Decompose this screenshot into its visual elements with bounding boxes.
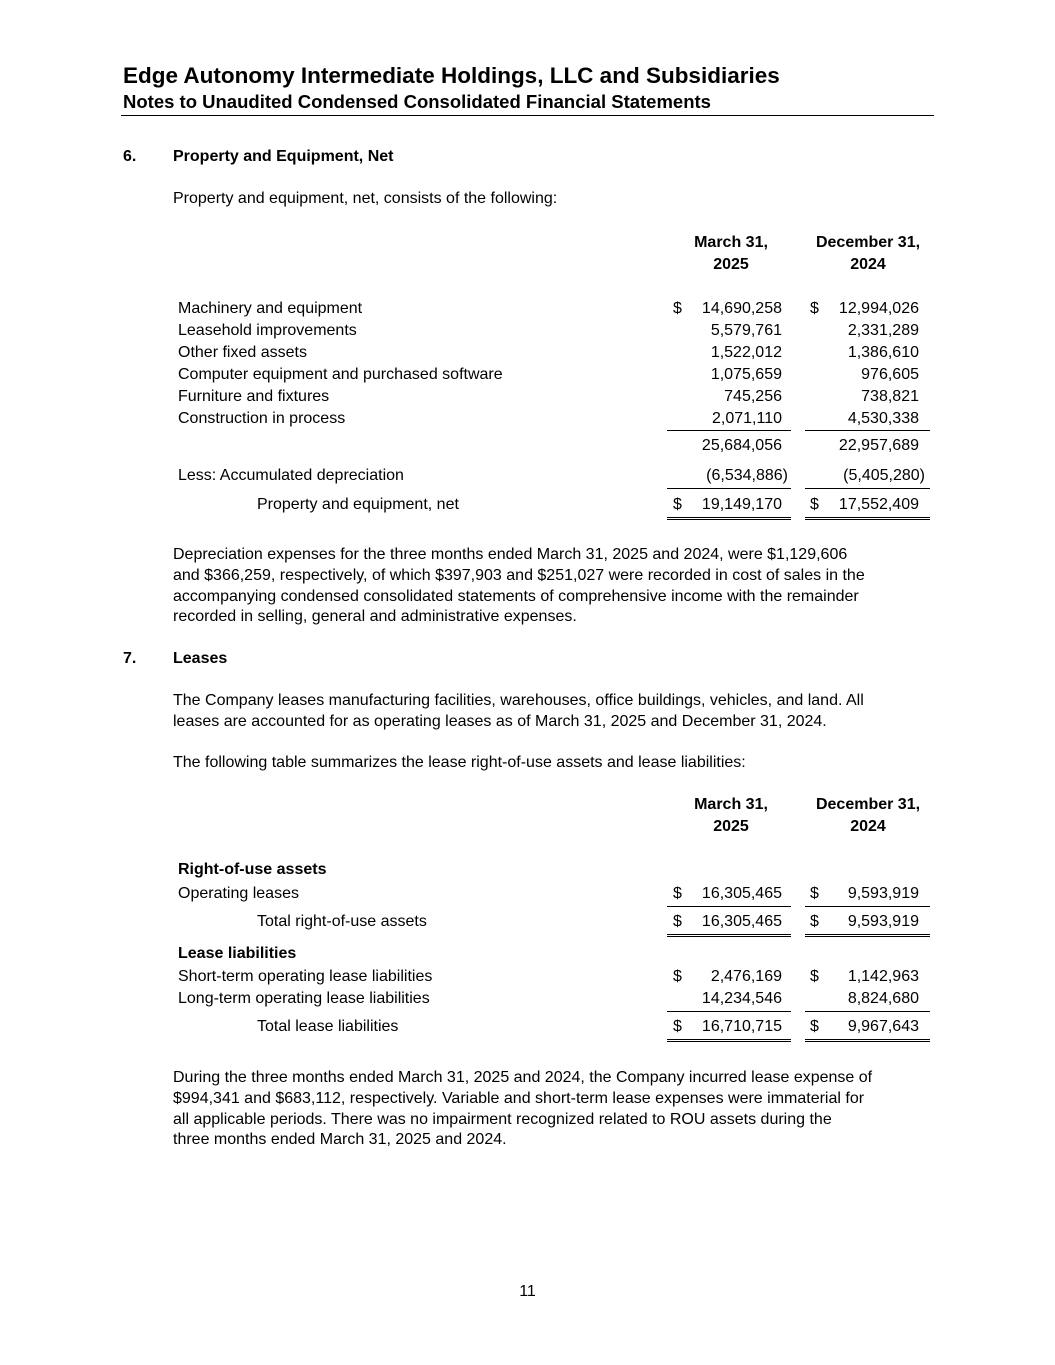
section-6-intro-text: Property and equipment, net, consists of the following: <box>173 190 558 207</box>
ppe-net-2024: 17,552,409 <box>838 496 919 513</box>
note-line: $994,341 and $683,112, respectively. Variable and short-term lease expenses were immaterial for <box>173 1089 865 1107</box>
note-line: all applicable periods. There was no impairment recognized related to ROU assets during the <box>173 1110 832 1128</box>
ppe-subtotal-row <box>0 435 1055 457</box>
ppe-col-header-2024-line1: December 31, <box>815 234 921 251</box>
currency-symbol: $ <box>673 968 682 985</box>
ppe-depreciation-label: Less: Accumulated depreciation <box>178 467 404 484</box>
note-line: During the three months ended March 31, 2025 and 2024, the Company incurred lease expense of <box>173 1069 873 1086</box>
total-rule <box>667 906 791 907</box>
total-liab-2024: 9,967,643 <box>847 1018 919 1035</box>
lease-col-header-2025-line1: March 31, <box>694 796 768 813</box>
currency-symbol: $ <box>673 496 682 513</box>
ppe-subtotal-2025: 25,684,056 <box>701 437 782 454</box>
ppe-row <box>0 386 1055 408</box>
grand-total-double-rule <box>805 1039 930 1042</box>
long-term-label: Long-term operating lease liabilities <box>178 990 430 1007</box>
ppe-row-label: Other fixed assets <box>178 344 307 361</box>
currency-symbol: $ <box>810 1018 819 1035</box>
grand-total-double-rule <box>805 934 930 937</box>
currency-symbol: $ <box>673 1018 682 1035</box>
ppe-value-2025: 745,256 <box>724 388 782 405</box>
ppe-row <box>0 364 1055 386</box>
operating-leases-label: Operating leases <box>178 885 299 902</box>
grand-total-double-rule <box>805 517 930 520</box>
short-term-row <box>0 966 1055 988</box>
company-title: Edge Autonomy Intermediate Holdings, LLC and Subsidiaries <box>123 63 780 88</box>
ppe-row-label: Leasehold improvements <box>178 322 357 339</box>
total-rule <box>667 1011 791 1012</box>
header-divider <box>121 115 934 116</box>
long-term-row <box>0 988 1055 1010</box>
section-7-number: 7. <box>123 650 137 667</box>
currency-symbol: $ <box>810 913 819 930</box>
ppe-row <box>0 342 1055 364</box>
ppe-depreciation-2024: (5,405,280) <box>843 467 925 484</box>
section-7-title: Leases <box>173 650 228 667</box>
subtotal-rule <box>805 430 930 431</box>
para-line: The following table summarizes the lease right-of-use assets and lease liabilities: <box>173 754 746 771</box>
currency-symbol: $ <box>673 300 682 317</box>
note-line: Depreciation expenses for the three months ended March 31, 2025 and 2024, were $1,129,606 <box>173 546 848 563</box>
total-liab-label: Total lease liabilities <box>257 1018 399 1035</box>
ppe-value-2025: 1,075,659 <box>710 366 782 383</box>
total-liab-row <box>0 1016 1055 1038</box>
ppe-value-2024: 2,331,289 <box>847 322 919 339</box>
ppe-col-header-2025 <box>668 232 794 276</box>
note-line: recorded in selling, general and administrative expenses. <box>173 608 577 626</box>
ppe-row <box>0 320 1055 342</box>
currency-symbol: $ <box>810 885 819 902</box>
lease-col-header-2024-line2: 2024 <box>850 818 886 835</box>
operating-leases-2024: 9,593,919 <box>847 885 919 902</box>
section-6-title: Property and Equipment, Net <box>173 148 394 165</box>
ppe-net-2025: 19,149,170 <box>701 496 782 513</box>
note-line: three months ended March 31, 2025 and 2024. <box>173 1131 507 1149</box>
ppe-value-2025: 1,522,012 <box>710 344 782 361</box>
ppe-value-2024: 4,530,338 <box>847 410 919 427</box>
ppe-depreciation-2025: (6,534,886) <box>706 467 788 484</box>
ppe-value-2024: 976,605 <box>861 366 919 383</box>
total-rou-label: Total right-of-use assets <box>257 913 427 930</box>
document-subtitle: Notes to Unaudited Condensed Consolidated Financial Statements <box>123 91 711 112</box>
ppe-row-label: Computer equipment and purchased software <box>178 366 503 383</box>
para-line: The Company leases manufacturing facilities, warehouses, office buildings, vehicles, and land. All <box>173 692 864 709</box>
ppe-row <box>0 408 1055 430</box>
total-rule <box>667 488 791 489</box>
lease-col-header-2025 <box>668 794 794 838</box>
ppe-value-2025: 5,579,761 <box>710 322 782 339</box>
total-rule <box>805 906 930 907</box>
currency-symbol: $ <box>673 885 682 902</box>
page-number: 11 <box>519 1283 536 1300</box>
rou-heading: Right-of-use assets <box>178 861 327 878</box>
total-rule <box>805 488 930 489</box>
depreciation-note <box>173 545 943 628</box>
currency-symbol: $ <box>810 300 819 317</box>
leases-intro <box>173 691 943 733</box>
currency-symbol: $ <box>673 913 682 930</box>
short-term-2025: 2,476,169 <box>710 968 782 985</box>
liab-heading: Lease liabilities <box>178 945 297 962</box>
ppe-subtotal-2024: 22,957,689 <box>838 437 919 454</box>
grand-total-double-rule <box>667 934 791 937</box>
ppe-net-label: Property and equipment, net <box>257 496 459 513</box>
grand-total-double-rule <box>667 517 791 520</box>
note-line: and $366,259, respectively, of which $397,903 and $251,027 were recorded in cost of sales in the <box>173 566 865 584</box>
short-term-label: Short-term operating lease liabilities <box>178 968 433 985</box>
ppe-depreciation-row <box>0 465 1055 487</box>
ppe-value-2025: 14,690,258 <box>701 300 782 317</box>
lease-col-header-2025-line2: 2025 <box>713 818 749 835</box>
operating-leases-row <box>0 883 1055 905</box>
rou-heading-row <box>0 859 1055 881</box>
leases-table-intro <box>173 753 943 774</box>
lease-col-header-2024-line1: December 31, <box>815 796 921 813</box>
ppe-value-2024: 738,821 <box>861 388 919 405</box>
note-line: accompanying condensed consolidated statements of comprehensive income with the remainder <box>173 587 859 605</box>
ppe-value-2024: 12,994,026 <box>838 300 919 317</box>
long-term-2024: 8,824,680 <box>847 990 919 1007</box>
section-6-number: 6. <box>123 148 137 165</box>
long-term-2025: 14,234,546 <box>701 990 782 1007</box>
ppe-row-label: Machinery and equipment <box>178 300 363 317</box>
ppe-row-label: Construction in process <box>178 410 346 427</box>
ppe-col-header-2025-line2: 2025 <box>713 256 749 273</box>
ppe-col-header-2024 <box>800 232 936 276</box>
total-rou-row <box>0 911 1055 933</box>
currency-symbol: $ <box>810 496 819 513</box>
total-rou-2024: 9,593,919 <box>847 913 919 930</box>
total-rou-2025: 16,305,465 <box>701 913 782 930</box>
total-liab-2025: 16,710,715 <box>701 1018 782 1035</box>
liab-heading-row <box>0 943 1055 965</box>
section-6-intro <box>173 189 943 210</box>
ppe-col-header-2024-line2: 2024 <box>850 256 886 273</box>
grand-total-double-rule <box>667 1039 791 1042</box>
lease-col-header-2024 <box>800 794 936 838</box>
ppe-net-row <box>0 494 1055 516</box>
operating-leases-2025: 16,305,465 <box>701 885 782 902</box>
subtotal-rule <box>667 430 791 431</box>
lease-expense-note <box>173 1068 943 1151</box>
ppe-value-2024: 1,386,610 <box>847 344 919 361</box>
ppe-row <box>0 298 1055 320</box>
short-term-2024: 1,142,963 <box>847 968 919 985</box>
total-rule <box>805 1011 930 1012</box>
currency-symbol: $ <box>810 968 819 985</box>
ppe-col-header-2025-line1: March 31, <box>694 234 768 251</box>
para-line: leases are accounted for as operating leases as of March 31, 2025 and December 31, 2024. <box>173 712 827 730</box>
ppe-row-label: Furniture and fixtures <box>178 388 330 405</box>
ppe-value-2025: 2,071,110 <box>712 410 782 427</box>
